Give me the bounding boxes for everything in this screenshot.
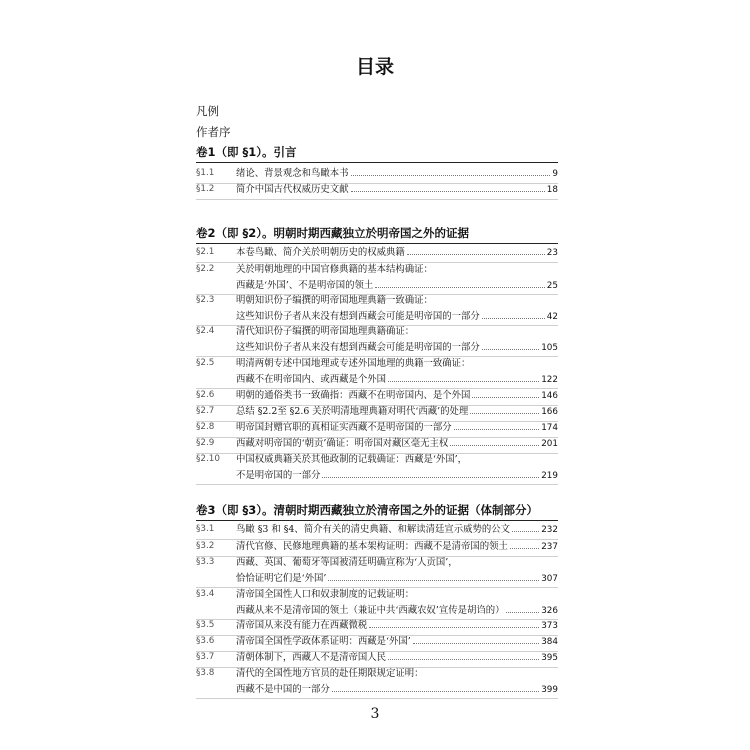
leader-dots [506, 612, 539, 613]
page-ref: 122 [541, 374, 558, 385]
toc-entry [196, 324, 558, 357]
entry-text: 关於明朝地理的中国官修典籍的基本结构确证： [236, 264, 433, 275]
leader-dots [322, 477, 539, 478]
entry-text: 西藏从来不是清帝国的领土（兼证中共‘西藏农奴’宣传是胡诌的） [236, 604, 505, 616]
leader-dots [482, 318, 545, 319]
entry-text: 不是明帝国的一部分 [236, 469, 321, 481]
entry-text: 本卷鸟瞰、简介关於明朝历史的权威典籍 [236, 247, 405, 258]
section-number: §2.9 [196, 438, 215, 448]
page-ref: 105 [541, 342, 558, 353]
volume-heading: 卷1（即 §1）。引言 [196, 144, 558, 163]
toc-entry [196, 587, 558, 620]
leader-dots [450, 445, 539, 446]
section-number: §3.3 [196, 557, 215, 567]
leader-dots [454, 429, 540, 430]
entry-text: 明朝的通俗类书一致确指：西藏不在明帝国内、是个外国 [236, 390, 471, 401]
entry-text: 清帝国从来没有能力在西藏微税 [236, 620, 368, 631]
page-ref: 395 [541, 653, 558, 663]
entry-text: 明清两朝专述中国地理或专述外国地理的典籍一致确证： [236, 358, 471, 369]
front-matter-preface: 作者序 [196, 125, 231, 139]
entry-text: 明帝国封赠官职的真相证实西藏不是明帝国的一部分 [236, 422, 452, 433]
volume-heading: 卷3（即 §3）。清朝时期西藏独立於清帝国之外的证据（体制部分） [196, 502, 558, 521]
section-number: §3.1 [196, 524, 215, 534]
toc-entry [196, 420, 558, 438]
front-matter-conventions: 凡例 [196, 104, 219, 118]
page-ref: 166 [541, 407, 558, 417]
page-ref: 219 [541, 470, 558, 481]
section-number: §3.2 [196, 541, 215, 551]
toc-entry [196, 404, 558, 422]
entry-text: 清代官修、民修地理典籍的基本架构证明：西藏不是清帝国的领土 [236, 541, 508, 552]
section-number: §3.5 [196, 620, 215, 630]
entry-text: 鸟瞰 §3 和 §4、简介有关的清史典籍、和解读清廷宣示威势的公文 [236, 524, 510, 535]
toc-entry [196, 539, 558, 557]
entry-text: 中国权威典籍关於其他政制的记载确证：西藏是‘外国’， [236, 454, 467, 465]
entry-text: 西藏、英国、葡萄牙等国被清廷明确宣称为‘人贡国’， [236, 557, 458, 568]
page-ref: 384 [541, 637, 558, 647]
toc-entry [196, 388, 558, 406]
section-number: §1.1 [196, 168, 215, 178]
page-ref: 23 [546, 248, 558, 258]
entry-text: 明朝知识份子编撰的明帝国地理典籍一致确证： [236, 295, 433, 306]
section-number: §2.5 [196, 358, 215, 368]
toc-entry [196, 436, 558, 454]
section-number: §1.2 [196, 184, 215, 194]
page-ref: 232 [541, 525, 558, 535]
entry-text: 清朝体制下，西藏人不是清帝国人民 [236, 652, 387, 663]
section-number: §2.3 [196, 295, 215, 305]
section-number: §3.8 [196, 668, 215, 678]
entry-text: 简介中国古代权威历史文献 [236, 184, 349, 195]
leader-dots [375, 287, 545, 288]
leader-dots [512, 531, 539, 532]
section-number: §2.7 [196, 406, 215, 416]
toc-entry [196, 618, 558, 636]
entry-text: 西藏不在明帝国内、或西藏是个外国 [236, 373, 387, 385]
page-ref: 373 [541, 621, 558, 631]
toc-entry [196, 182, 558, 200]
page-ref: 25 [546, 280, 558, 291]
entry-text: 西藏是‘外国’、不是明帝国的领土 [236, 279, 374, 291]
toc-entry [196, 245, 558, 263]
toc-entry [196, 650, 558, 668]
entry-text: 清帝国全国性人口和奴隶制度的记载证明： [236, 589, 415, 600]
leader-dots [351, 175, 551, 176]
entry-text: 清代的全国性地方官员的赴任期限规定证明： [236, 668, 424, 679]
leader-dots [369, 627, 539, 628]
entry-text: 清代知识份子编撰的明帝国地理典籍确证： [236, 326, 415, 337]
toc-entry [196, 356, 558, 389]
page-number: 3 [370, 706, 380, 722]
page-ref: 146 [541, 391, 558, 401]
leader-dots [328, 580, 539, 581]
section-number: §2.6 [196, 390, 215, 400]
leader-dots [332, 691, 539, 692]
page-title: 目录 [355, 56, 394, 78]
section-number: §2.2 [196, 264, 215, 274]
volume-heading: 卷2（即 §2）。明朝时期西藏独立於明帝国之外的证据 [196, 225, 558, 244]
leader-dots [351, 191, 545, 192]
leader-dots [407, 254, 545, 255]
leader-dots [388, 659, 539, 660]
page-ref: 201 [541, 439, 558, 449]
entry-text: 清帝国全国性学政体系证明：西藏是‘外国’ [236, 636, 411, 647]
leader-dots [482, 349, 539, 350]
entry-text: 西藏不是中国的一部分 [236, 683, 330, 695]
toc-entry [196, 522, 558, 540]
page-ref: 174 [541, 423, 558, 433]
entry-text: 这些知识份子者从来没有想到西藏会可能是明帝国的一部分 [236, 341, 480, 353]
leader-dots [470, 413, 539, 414]
section-number: §2.4 [196, 326, 215, 336]
entry-text: 恰恰证明它们是‘外国’ [236, 572, 327, 584]
section-number: §2.1 [196, 247, 215, 257]
toc-entry [196, 666, 558, 699]
leader-dots [388, 381, 539, 382]
toc-entry [196, 634, 558, 652]
toc-entry [196, 293, 558, 326]
toc-entry [196, 555, 558, 588]
toc-entry [196, 262, 558, 295]
toc-entry [196, 452, 558, 485]
section-number: §3.7 [196, 652, 215, 662]
page-ref: 237 [541, 542, 558, 552]
section-number: §2.8 [196, 422, 215, 432]
entry-text: 总结 §2.2至 §2.6 关於明清地理典籍对明代‘西藏’的处理 [236, 406, 469, 417]
page-ref: 307 [541, 573, 558, 584]
leader-dots [413, 643, 539, 644]
toc-entry [196, 166, 558, 184]
page-ref: 9 [552, 169, 558, 179]
section-number: §3.6 [196, 636, 215, 646]
leader-dots [472, 397, 539, 398]
page-ref: 326 [541, 605, 558, 616]
entry-text: 这些知识份子者从来没有想到西藏会可能是明帝国的一部分 [236, 310, 480, 322]
entry-text: 绪论、背景观念和鸟瞰本书 [236, 168, 349, 179]
section-number: §2.10 [196, 454, 220, 464]
page-ref: 42 [546, 311, 558, 322]
section-number: §3.4 [196, 589, 215, 599]
page-ref: 399 [541, 684, 558, 695]
page-ref: 18 [546, 185, 558, 195]
leader-dots [510, 548, 539, 549]
entry-text: 西藏对明帝国的‘朝贡’确证：明帝国对藏区毫无主权 [236, 438, 449, 449]
